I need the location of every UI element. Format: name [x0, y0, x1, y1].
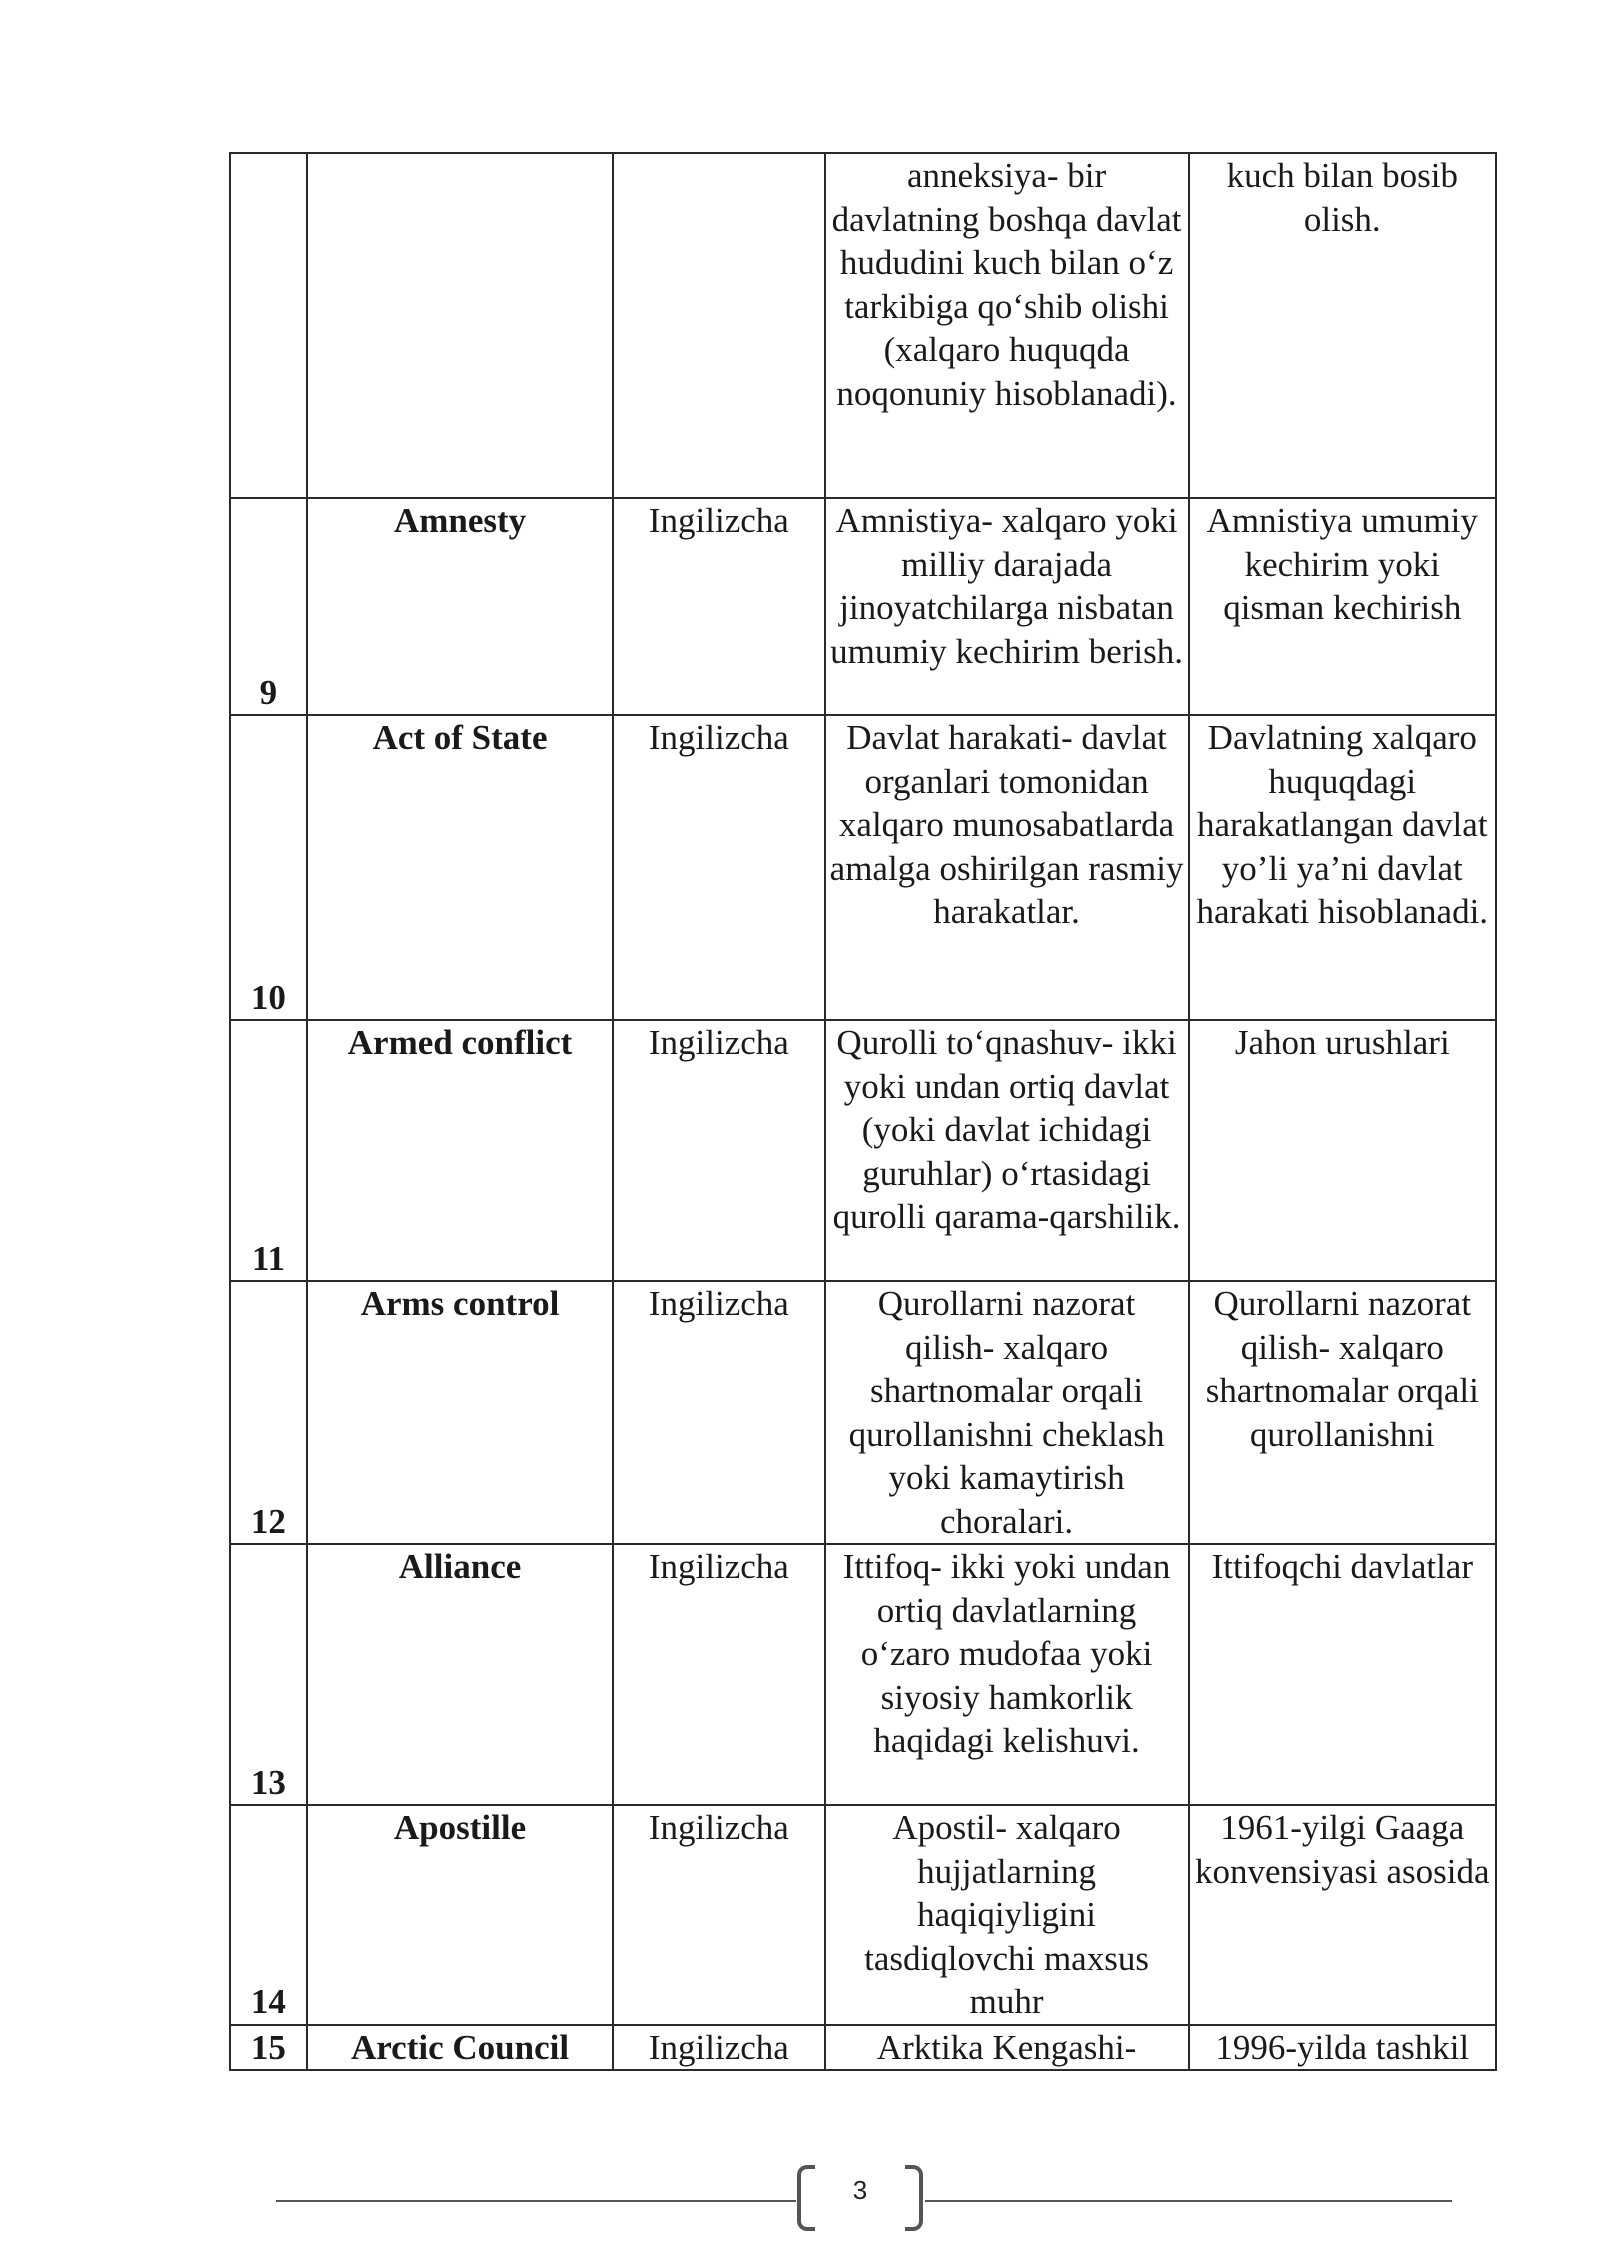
definition: anneksiya- bir davlatning boshqa davlat hududini kuch bilan o‘z tarkibiga qo‘shib olishi (xalqaro huquqda noqonuniy hisoblanadi). — [825, 153, 1189, 498]
footer-rule-left — [276, 2200, 796, 2202]
term: Arctic Council — [307, 2025, 613, 2071]
table-row — [230, 1544, 1496, 1805]
table-row — [230, 1805, 1496, 2025]
note: Jahon urushlari — [1189, 1020, 1496, 1281]
language: Ingilizcha — [613, 2025, 824, 2071]
note: kuch bilan bosib olish. — [1189, 153, 1496, 498]
definition: Ittifoq- ikki yoki undan ortiq davlatlarning o‘zaro mudofaa yoki siyosiy hamkorlik haqidagi kelishuvi. — [825, 1544, 1189, 1805]
note: 1961-yilgi Gaaga konvensiyasi asosida — [1189, 1805, 1496, 2025]
term: Arms control — [307, 1281, 613, 1544]
note: Davlatning xalqaro huquqdagi harakatlangan davlat yo’li ya’ni davlat harakati hisoblanadi. — [1189, 715, 1496, 1020]
definition: Amnistiya- xalqaro yoki milliy darajada jinoyatchilarga nisbatan umumiy kechirim berish. — [825, 498, 1189, 715]
definition: Davlat harakati- davlat organlari tomonidan xalqaro munosabatlarda amalga oshirilgan rasmiy harakatlar. — [825, 715, 1189, 1020]
definition: Qurolli to‘qnashuv- ikki yoki undan ortiq davlat (yoki davlat ichidagi guruhlar) o‘rtasidagi qurolli qarama-qarshilik. — [825, 1020, 1189, 1281]
term: Armed conflict — [307, 1020, 613, 1281]
note: Qurollarni nazorat qilish- xalqaro shartnomalar orqali qurollanishni — [1189, 1281, 1496, 1544]
row-number — [230, 153, 307, 498]
table-row — [230, 715, 1496, 1020]
table-row — [230, 498, 1496, 715]
language: Ingilizcha — [613, 1805, 824, 2025]
term: Alliance — [307, 1544, 613, 1805]
term: Act of State — [307, 715, 613, 1020]
note: Amnistiya umumiy kechirim yoki qisman kechirish — [1189, 498, 1496, 715]
row-number: 14 — [230, 1805, 307, 2025]
language: Ingilizcha — [613, 1544, 824, 1805]
row-number: 13 — [230, 1544, 307, 1805]
table-row — [230, 153, 1496, 498]
page-number: 3 — [852, 2175, 868, 2205]
note: 1996-yilda tashkil — [1189, 2025, 1496, 2071]
term — [307, 153, 613, 498]
page-footer — [0, 2165, 1600, 2235]
table-row — [230, 1020, 1496, 1281]
definition: Apostil- xalqaro hujjatlarning haqiqiyligini tasdiqlovchi maxsus muhr — [825, 1805, 1189, 2025]
language: Ingilizcha — [613, 498, 824, 715]
row-number: 10 — [230, 715, 307, 1020]
term: Amnesty — [307, 498, 613, 715]
row-number: 12 — [230, 1281, 307, 1544]
bracket-left-icon — [797, 2165, 815, 2231]
row-number: 15 — [230, 2025, 307, 2071]
row-number: 9 — [230, 498, 307, 715]
language — [613, 153, 824, 498]
glossary-table — [229, 152, 1497, 2071]
language: Ingilizcha — [613, 715, 824, 1020]
definition: Arktika Kengashi- — [825, 2025, 1189, 2071]
definition: Qurollarni nazorat qilish- xalqaro shartnomalar orqali qurollanishni cheklash yoki kamaytirish choralari. — [825, 1281, 1189, 1544]
note: Ittifoqchi davlatlar — [1189, 1544, 1496, 1805]
row-number: 11 — [230, 1020, 307, 1281]
term: Apostille — [307, 1805, 613, 2025]
language: Ingilizcha — [613, 1020, 824, 1281]
bracket-right-icon — [905, 2165, 923, 2231]
language: Ingilizcha — [613, 1281, 824, 1544]
table-row — [230, 2025, 1496, 2071]
footer-rule-right — [925, 2200, 1452, 2202]
table-row — [230, 1281, 1496, 1544]
